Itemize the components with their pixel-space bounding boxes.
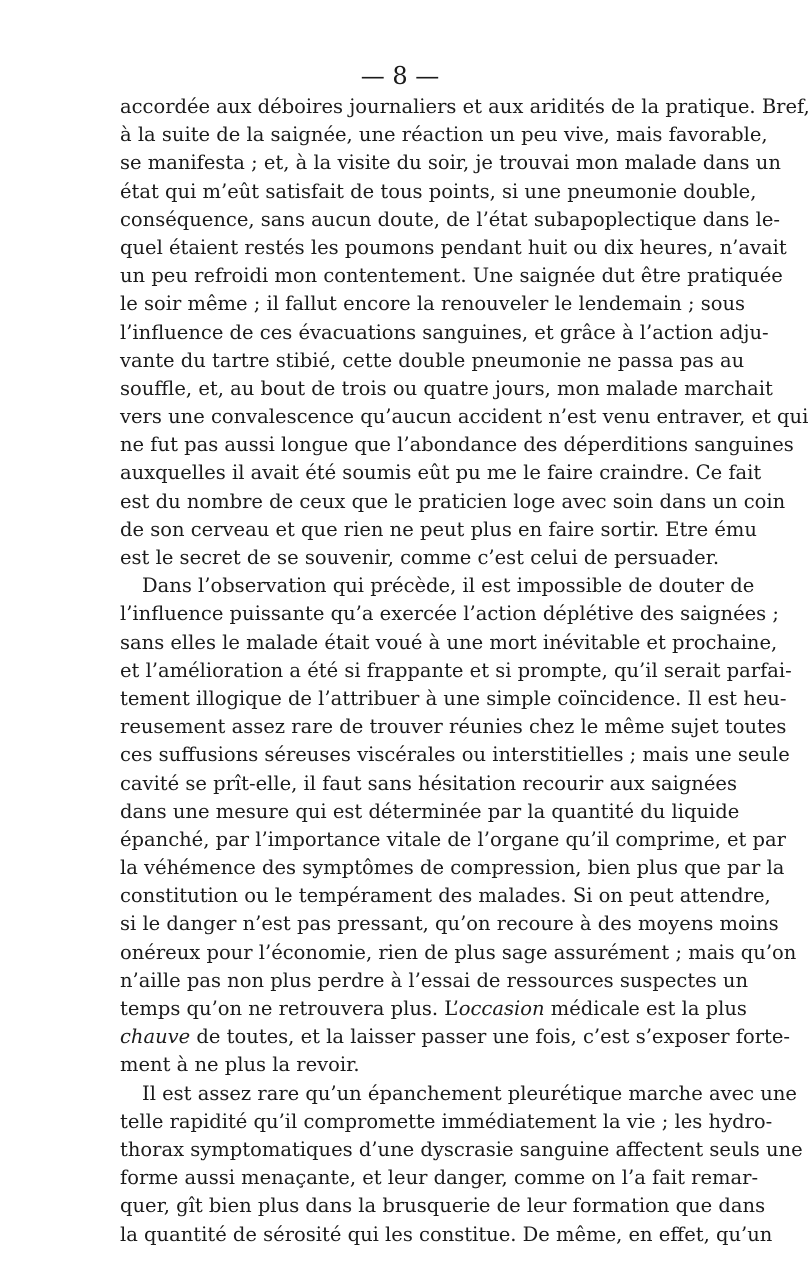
text-line	[120, 93, 810, 121]
line-text-continued: de toutes, et la laisser passer une fois, c’est s’exposer forte-	[190, 1025, 790, 1049]
text-line	[120, 347, 745, 375]
line-text: le soir même ; il fallut encore la renouveler le lendemain ; sous	[120, 292, 746, 316]
line-text: se manifesta ; et, à la visite du soir, je trouvai mon malade dans un	[120, 151, 781, 175]
paragraph	[120, 1080, 803, 1249]
page-number: — 8 —	[360, 62, 440, 90]
line-text: temps qu’on ne retrouvera plus. L’	[120, 997, 459, 1020]
text-line	[120, 1051, 680, 1079]
text-line	[120, 290, 746, 318]
text-line	[120, 1023, 790, 1051]
line-text: vante du tartre stibié, cette double pneumonie ne passa pas au	[120, 348, 745, 372]
text-line	[120, 882, 771, 910]
text-line	[120, 967, 749, 995]
line-text: et l’amélioration a été si frappante et si prompte, qu’il serait parfai-	[120, 658, 792, 682]
line-text: est le secret de se souvenir, comme c’est celui de persuader.	[120, 546, 720, 569]
text-line	[120, 1108, 773, 1136]
text-line	[120, 798, 740, 826]
text-line	[120, 685, 787, 713]
paragraph	[120, 93, 810, 572]
text-line	[120, 1080, 797, 1108]
text-line	[120, 600, 779, 628]
line-text: la quantité de sérosité qui les constitue. De même, en effet, qu’un	[120, 1222, 773, 1246]
line-text: la véhémence des symptômes de compression, bien plus que par la	[120, 856, 785, 880]
text-line	[120, 234, 787, 262]
line-text: souffle, et, au bout de trois ou quatre jours, mon malade marchait	[120, 376, 773, 400]
text-line	[120, 544, 720, 572]
text-line	[120, 713, 787, 741]
line-text: conséquence, sans aucun doute, de l’état subapoplectique dans le-	[120, 207, 781, 231]
paragraph	[120, 572, 797, 1079]
line-text: thorax symptomatiques d’une dyscrasie sanguine affectent seuls une	[120, 1137, 803, 1161]
line-text: cavité se prît-elle, il faut sans hésitation recourir aux saignées	[120, 771, 737, 795]
text-line	[120, 178, 757, 206]
text-line	[120, 826, 786, 854]
line-text: quer, gît bien plus dans la brusquerie de leur formation que dans	[120, 1194, 766, 1218]
text-line	[120, 1221, 773, 1249]
text-line	[120, 375, 773, 403]
line-text: de son cerveau et que rien ne peut plus en faire sortir. Etre ému	[120, 517, 757, 541]
text-line	[120, 1136, 803, 1164]
emphasis-text: chauve	[120, 1025, 191, 1049]
body-text	[120, 93, 810, 1249]
text-line	[120, 939, 797, 967]
text-line	[120, 459, 762, 487]
line-text: quel étaient restés les poumons pendant huit ou dix heures, n’avait	[120, 235, 787, 259]
line-text: l’influence de ces évacuations sanguines, et grâce à l’action adju-	[120, 320, 769, 344]
text-line	[120, 657, 792, 685]
line-text: vers une convalescence qu’aucun accident n’est venu entraver, et qui	[120, 405, 809, 429]
text-line	[120, 741, 790, 769]
line-text: état qui m’eût satisfait de tous points, si une pneumonie double,	[120, 179, 757, 203]
text-line	[120, 910, 779, 938]
line-text: dans une mesure qui est déterminée par la quantité du liquide	[120, 799, 740, 823]
text-line	[120, 995, 747, 1023]
line-text: si le danger n’est pas pressant, qu’on recoure à des moyens moins	[120, 912, 779, 936]
line-text: onéreux pour l’économie, rien de plus sage assurément ; mais qu’on	[120, 940, 797, 964]
emphasis-text: occasion	[458, 997, 545, 1020]
line-text: forme aussi menaçante, et leur danger, comme on l’a fait remar-	[120, 1166, 759, 1190]
text-line	[120, 516, 757, 544]
line-text: Il est assez rare qu’un épanchement pleurétique marche avec une	[142, 1081, 797, 1105]
line-text: reusement assez rare de trouver réunies chez le même sujet toutes	[120, 715, 787, 739]
text-line	[120, 854, 785, 882]
line-text: accordée aux déboires journaliers et aux aridités de la pratique. Bref,	[120, 95, 810, 118]
line-text: tement illogique de l’attribuer à une simple coïncidence. Il est heu-	[120, 686, 787, 710]
line-text: à la suite de la saignée, une réaction un peu vive, mais favorable,	[120, 123, 768, 147]
text-line	[120, 572, 755, 600]
line-text: est du nombre de ceux que le praticien loge avec soin dans un coin	[120, 489, 786, 513]
line-text: telle rapidité qu’il compromette immédiatement la vie ; les hydro-	[120, 1109, 773, 1133]
text-line	[120, 1192, 766, 1220]
text-line	[120, 1164, 759, 1192]
text-line	[120, 121, 768, 149]
line-text: l’influence puissante qu’a exercée l’action déplétive des saignées ;	[120, 602, 779, 626]
text-line	[120, 403, 809, 431]
text-line	[120, 629, 778, 657]
line-text: ment à ne plus la revoir.	[120, 1053, 360, 1077]
text-line	[120, 206, 781, 234]
line-text: auxquelles il avait été soumis eût pu me le faire craindre. Ce fait	[120, 461, 762, 485]
line-text: ces suffusions séreuses viscérales ou interstitielles ; mais une seule	[120, 743, 790, 767]
text-line	[120, 770, 737, 798]
text-line	[120, 149, 781, 177]
line-text: un peu refroidi mon contentement. Une saignée dut être pratiquée	[120, 264, 783, 288]
line-text: constitution ou le tempérament des malades. Si on peut attendre,	[120, 884, 771, 908]
line-text: sans elles le malade était voué à une mort inévitable et prochaine,	[120, 630, 778, 654]
text-line	[120, 262, 783, 290]
text-line	[120, 488, 786, 516]
text-line	[120, 431, 794, 459]
line-text: n’aille pas non plus perdre à l’essai de ressources suspectes un	[120, 968, 749, 992]
text-line	[120, 319, 769, 347]
line-text: épanché, par l’importance vitale de l’organe qu’il comprime, et par	[120, 827, 786, 851]
line-text: ne fut pas aussi longue que l’abondance des déperditions sanguines	[120, 433, 794, 457]
line-text-continued: médicale est la plus	[544, 997, 747, 1020]
line-text: Dans l’observation qui précède, il est impossible de douter de	[142, 574, 755, 598]
